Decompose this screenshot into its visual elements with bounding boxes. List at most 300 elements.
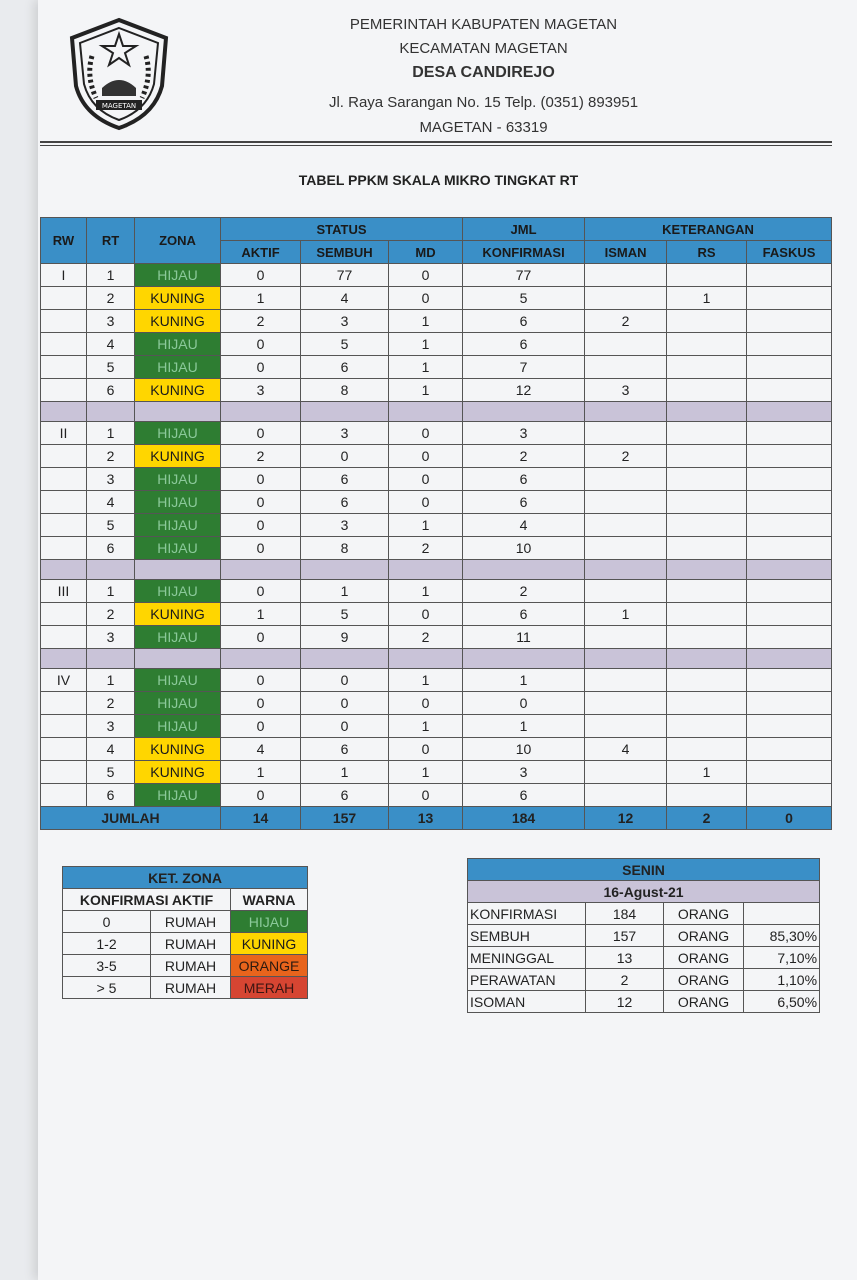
table-row: [41, 379, 832, 402]
summary-label: MENINGGAL: [468, 947, 586, 969]
col-status: STATUS: [221, 218, 463, 241]
header-line-1: PEMERINTAH KABUPATEN MAGETAN: [349, 16, 618, 33]
total-label: JUMLAH: [41, 807, 221, 830]
jml-cell: 5: [463, 287, 585, 310]
isman-cell: [585, 287, 667, 310]
isman-cell: [585, 715, 667, 738]
table-row: [41, 422, 832, 445]
col-keterangan: KETERANGAN: [585, 218, 832, 241]
jml-cell: 1: [463, 715, 585, 738]
sembuh-cell: 0: [301, 445, 389, 468]
faskus-cell: [747, 626, 832, 649]
table-row: [41, 468, 832, 491]
rw-cell-empty: [41, 784, 87, 807]
isman-cell: [585, 514, 667, 537]
faskus-cell: [747, 422, 832, 445]
isman-cell: [585, 356, 667, 379]
faskus-cell: [747, 491, 832, 514]
rw-cell-empty: [41, 287, 87, 310]
rw-cell: III: [41, 580, 87, 603]
table-row: [41, 514, 832, 537]
rs-cell: [667, 468, 747, 491]
legend-range: > 5: [63, 977, 151, 999]
total-isman: 12: [585, 807, 667, 830]
legend-unit: RUMAH: [151, 977, 231, 999]
isman-cell: [585, 784, 667, 807]
col-rs: RS: [667, 241, 747, 264]
col-jml-top: JML: [463, 218, 585, 241]
md-cell: 0: [389, 784, 463, 807]
sembuh-cell: 6: [301, 784, 389, 807]
svg-text:MAGETAN: MAGETAN: [101, 102, 137, 110]
total-aktif: 14: [221, 807, 301, 830]
rs-cell: [667, 669, 747, 692]
sembuh-cell: 8: [301, 537, 389, 560]
legend-unit: RUMAH: [151, 911, 231, 933]
legend-range: 1-2: [63, 933, 151, 955]
faskus-cell: [747, 264, 832, 287]
aktif-cell: 1: [221, 603, 301, 626]
sembuh-cell: 5: [301, 333, 389, 356]
rt-cell: 5: [87, 356, 135, 379]
table-row: [41, 264, 832, 287]
total-sembuh: 157: [301, 807, 389, 830]
summary-row: [468, 947, 820, 969]
faskus-cell: [747, 738, 832, 761]
rt-cell: 6: [87, 379, 135, 402]
legend-row: [63, 933, 308, 955]
summary-value: 184: [586, 903, 664, 925]
jml-cell: 6: [463, 491, 585, 514]
sembuh-cell: 6: [301, 468, 389, 491]
faskus-cell: [747, 514, 832, 537]
summary-label: SEMBUH: [468, 925, 586, 947]
jml-cell: 3: [463, 422, 585, 445]
summary-row: [468, 925, 820, 947]
rs-cell: [667, 738, 747, 761]
md-cell: 1: [389, 310, 463, 333]
sembuh-cell: 3: [301, 310, 389, 333]
faskus-cell: [747, 603, 832, 626]
rw-cell-empty: [41, 356, 87, 379]
zona-badge: HIJAU: [135, 784, 221, 807]
summary-row: [468, 969, 820, 991]
isman-cell: [585, 468, 667, 491]
rs-cell: [667, 379, 747, 402]
md-cell: 2: [389, 626, 463, 649]
aktif-cell: 0: [221, 514, 301, 537]
col-md: MD: [389, 241, 463, 264]
rw-cell-empty: [41, 761, 87, 784]
header-village-name: DESA CANDIREJO: [412, 64, 555, 81]
rs-cell: 1: [667, 761, 747, 784]
table-row: [41, 626, 832, 649]
jml-cell: 6: [463, 784, 585, 807]
total-jml: 184: [463, 807, 585, 830]
rw-cell-empty: [41, 310, 87, 333]
legend-color-swatch: MERAH: [231, 977, 308, 999]
isman-cell: [585, 422, 667, 445]
summary-body: [468, 903, 820, 1013]
legend-row: [63, 977, 308, 999]
jml-cell: 6: [463, 468, 585, 491]
sembuh-cell: 0: [301, 669, 389, 692]
md-cell: 0: [389, 264, 463, 287]
rt-cell: 3: [87, 715, 135, 738]
zona-badge: KUNING: [135, 738, 221, 761]
zona-badge: KUNING: [135, 603, 221, 626]
aktif-cell: 0: [221, 264, 301, 287]
summary-row: [468, 991, 820, 1013]
sembuh-cell: 1: [301, 761, 389, 784]
rt-cell: 2: [87, 692, 135, 715]
rt-cell: 6: [87, 537, 135, 560]
rw-cell-empty: [41, 468, 87, 491]
sembuh-cell: 0: [301, 715, 389, 738]
sembuh-cell: 4: [301, 287, 389, 310]
rw-cell-empty: [41, 537, 87, 560]
rs-cell: [667, 626, 747, 649]
sembuh-cell: 3: [301, 514, 389, 537]
rs-cell: [667, 333, 747, 356]
rw-cell-empty: [41, 445, 87, 468]
aktif-cell: 0: [221, 784, 301, 807]
rt-cell: 4: [87, 738, 135, 761]
jml-cell: 0: [463, 692, 585, 715]
zone-legend-table: [62, 866, 308, 999]
faskus-cell: [747, 310, 832, 333]
isman-cell: 4: [585, 738, 667, 761]
summary-date: 16-Agust-21: [468, 881, 820, 903]
table-row: [41, 669, 832, 692]
jml-cell: 77: [463, 264, 585, 287]
sembuh-cell: 6: [301, 491, 389, 514]
rw-cell-empty: [41, 626, 87, 649]
rs-cell: [667, 491, 747, 514]
rt-cell: 2: [87, 287, 135, 310]
aktif-cell: 0: [221, 580, 301, 603]
jml-cell: 6: [463, 310, 585, 333]
md-cell: 0: [389, 468, 463, 491]
table-row: [41, 333, 832, 356]
isman-cell: [585, 626, 667, 649]
rt-cell: 3: [87, 310, 135, 333]
faskus-cell: [747, 445, 832, 468]
md-cell: 0: [389, 603, 463, 626]
summary-value: 12: [586, 991, 664, 1013]
summary-percent: 85,30%: [744, 925, 820, 947]
rw-cell: IV: [41, 669, 87, 692]
rw-cell-empty: [41, 491, 87, 514]
legend-col-warna: WARNA: [231, 889, 308, 911]
aktif-cell: 0: [221, 626, 301, 649]
col-faskus: FASKUS: [747, 241, 832, 264]
md-cell: 1: [389, 356, 463, 379]
sembuh-cell: 9: [301, 626, 389, 649]
aktif-cell: 0: [221, 715, 301, 738]
zona-badge: HIJAU: [135, 264, 221, 287]
table-row: [41, 491, 832, 514]
table-row: [41, 287, 832, 310]
table-row: [41, 356, 832, 379]
md-cell: 1: [389, 514, 463, 537]
rt-cell: 1: [87, 264, 135, 287]
isman-cell: [585, 669, 667, 692]
summary-unit: ORANG: [664, 947, 744, 969]
jml-cell: 10: [463, 537, 585, 560]
isman-cell: [585, 537, 667, 560]
col-rt: RT: [87, 218, 135, 264]
rt-cell: 4: [87, 491, 135, 514]
rt-cell: 5: [87, 761, 135, 784]
faskus-cell: [747, 537, 832, 560]
table-row: [41, 761, 832, 784]
rs-cell: [667, 537, 747, 560]
md-cell: 0: [389, 287, 463, 310]
legend-color-swatch: ORANGE: [231, 955, 308, 977]
table-row: [41, 310, 832, 333]
rs-cell: [667, 603, 747, 626]
summary-value: 157: [586, 925, 664, 947]
legend-unit: RUMAH: [151, 933, 231, 955]
summary-value: 2: [586, 969, 664, 991]
md-cell: 1: [389, 379, 463, 402]
zona-badge: KUNING: [135, 310, 221, 333]
table-row: [41, 738, 832, 761]
legend-unit: RUMAH: [151, 955, 231, 977]
rt-cell: 1: [87, 669, 135, 692]
table-row: [41, 603, 832, 626]
rs-cell: [667, 715, 747, 738]
rs-cell: [667, 580, 747, 603]
rt-cell: 3: [87, 626, 135, 649]
jml-cell: 2: [463, 580, 585, 603]
jml-cell: 11: [463, 626, 585, 649]
zona-badge: KUNING: [135, 287, 221, 310]
faskus-cell: [747, 580, 832, 603]
md-cell: 1: [389, 580, 463, 603]
zona-badge: HIJAU: [135, 356, 221, 379]
zona-badge: HIJAU: [135, 715, 221, 738]
faskus-cell: [747, 379, 832, 402]
rw-cell-empty: [41, 738, 87, 761]
rt-cell: 2: [87, 603, 135, 626]
col-sembuh: SEMBUH: [301, 241, 389, 264]
legend-range: 0: [63, 911, 151, 933]
zona-badge: KUNING: [135, 445, 221, 468]
summary-table: [467, 858, 820, 1013]
md-cell: 2: [389, 537, 463, 560]
aktif-cell: 0: [221, 669, 301, 692]
table-row: [41, 537, 832, 560]
sembuh-cell: 77: [301, 264, 389, 287]
aktif-cell: 2: [221, 445, 301, 468]
isman-cell: [585, 580, 667, 603]
summary-label: KONFIRMASI: [468, 903, 586, 925]
aktif-cell: 1: [221, 287, 301, 310]
aktif-cell: 3: [221, 379, 301, 402]
aktif-cell: 0: [221, 356, 301, 379]
jml-cell: 3: [463, 761, 585, 784]
isman-cell: 3: [585, 379, 667, 402]
faskus-cell: [747, 715, 832, 738]
summary-label: ISOMAN: [468, 991, 586, 1013]
jml-cell: 6: [463, 603, 585, 626]
faskus-cell: [747, 761, 832, 784]
total-faskus: 0: [747, 807, 832, 830]
header-divider-thin: [40, 145, 832, 146]
rt-cell: 1: [87, 580, 135, 603]
zona-badge: HIJAU: [135, 468, 221, 491]
rs-cell: [667, 264, 747, 287]
summary-percent: 1,10%: [744, 969, 820, 991]
table-row: [41, 580, 832, 603]
summary-value: 13: [586, 947, 664, 969]
faskus-cell: [747, 784, 832, 807]
isman-cell: [585, 333, 667, 356]
header-line-2: KECAMATAN MAGETAN: [399, 40, 568, 57]
ppkm-table: [40, 217, 832, 830]
jml-cell: 4: [463, 514, 585, 537]
zona-badge: HIJAU: [135, 626, 221, 649]
legend-color-swatch: HIJAU: [231, 911, 308, 933]
rt-cell: 6: [87, 784, 135, 807]
jml-cell: 7: [463, 356, 585, 379]
table-row: [41, 784, 832, 807]
total-rs: 2: [667, 807, 747, 830]
sembuh-cell: 0: [301, 692, 389, 715]
zona-badge: HIJAU: [135, 514, 221, 537]
table-row: [41, 692, 832, 715]
sembuh-cell: 6: [301, 356, 389, 379]
summary-percent: 6,50%: [744, 991, 820, 1013]
zona-badge: HIJAU: [135, 669, 221, 692]
md-cell: 0: [389, 422, 463, 445]
zona-badge: HIJAU: [135, 580, 221, 603]
rw-cell-empty: [41, 379, 87, 402]
isman-cell: [585, 692, 667, 715]
isman-cell: 1: [585, 603, 667, 626]
md-cell: 1: [389, 669, 463, 692]
summary-unit: ORANG: [664, 925, 744, 947]
rs-cell: [667, 310, 747, 333]
rs-cell: [667, 422, 747, 445]
rt-cell: 5: [87, 514, 135, 537]
rs-cell: [667, 692, 747, 715]
col-isman: ISMAN: [585, 241, 667, 264]
rw-cell: II: [41, 422, 87, 445]
aktif-cell: 0: [221, 468, 301, 491]
isman-cell: [585, 264, 667, 287]
summary-percent: 7,10%: [744, 947, 820, 969]
isman-cell: 2: [585, 310, 667, 333]
sembuh-cell: 5: [301, 603, 389, 626]
rs-cell: [667, 356, 747, 379]
total-row: [41, 807, 832, 830]
jml-cell: 2: [463, 445, 585, 468]
rs-cell: 1: [667, 287, 747, 310]
sembuh-cell: 6: [301, 738, 389, 761]
jml-cell: 6: [463, 333, 585, 356]
isman-cell: [585, 491, 667, 514]
aktif-cell: 0: [221, 333, 301, 356]
md-cell: 0: [389, 491, 463, 514]
rs-cell: [667, 514, 747, 537]
md-cell: 1: [389, 761, 463, 784]
rs-cell: [667, 784, 747, 807]
rs-cell: [667, 445, 747, 468]
col-zona: ZONA: [135, 218, 221, 264]
zona-badge: KUNING: [135, 379, 221, 402]
rt-cell: 4: [87, 333, 135, 356]
jml-cell: 1: [463, 669, 585, 692]
group-separator: [41, 649, 832, 669]
col-aktif: AKTIF: [221, 241, 301, 264]
legend-col-konfirmasi: KONFIRMASI AKTIF: [63, 889, 231, 911]
md-cell: 0: [389, 738, 463, 761]
zona-badge: HIJAU: [135, 422, 221, 445]
legend-title: KET. ZONA: [63, 867, 308, 889]
legend-color-swatch: KUNING: [231, 933, 308, 955]
aktif-cell: 2: [221, 310, 301, 333]
summary-row: [468, 903, 820, 925]
jml-cell: 12: [463, 379, 585, 402]
aktif-cell: 0: [221, 537, 301, 560]
rt-cell: 3: [87, 468, 135, 491]
zona-badge: HIJAU: [135, 692, 221, 715]
legend-body: [63, 911, 308, 999]
rw-cell-empty: [41, 692, 87, 715]
aktif-cell: 0: [221, 422, 301, 445]
zona-badge: HIJAU: [135, 333, 221, 356]
rw-cell-empty: [41, 514, 87, 537]
group-separator: [41, 402, 832, 422]
group-separator: [41, 560, 832, 580]
faskus-cell: [747, 692, 832, 715]
zona-badge: HIJAU: [135, 491, 221, 514]
faskus-cell: [747, 287, 832, 310]
aktif-cell: 0: [221, 692, 301, 715]
table-body: [41, 264, 832, 807]
header-divider: [40, 141, 832, 143]
aktif-cell: 1: [221, 761, 301, 784]
zona-badge: KUNING: [135, 761, 221, 784]
md-cell: 0: [389, 692, 463, 715]
summary-unit: ORANG: [664, 969, 744, 991]
col-jml-konfirmasi: KONFIRMASI: [463, 241, 585, 264]
faskus-cell: [747, 468, 832, 491]
table-row: [41, 715, 832, 738]
isman-cell: 2: [585, 445, 667, 468]
summary-unit: ORANG: [664, 903, 744, 925]
total-md: 13: [389, 807, 463, 830]
header-address: Jl. Raya Sarangan No. 15 Telp. (0351) 893951: [328, 94, 639, 111]
rw-cell-empty: [41, 603, 87, 626]
sembuh-cell: 1: [301, 580, 389, 603]
rw-cell: I: [41, 264, 87, 287]
sembuh-cell: 8: [301, 379, 389, 402]
header-city-postcode: MAGETAN - 63319: [419, 119, 548, 136]
col-rw: RW: [41, 218, 87, 264]
summary-percent: [744, 903, 820, 925]
md-cell: 1: [389, 333, 463, 356]
rt-cell: 2: [87, 445, 135, 468]
jml-cell: 10: [463, 738, 585, 761]
summary-label: PERAWATAN: [468, 969, 586, 991]
summary-unit: ORANG: [664, 991, 744, 1013]
legend-range: 3-5: [63, 955, 151, 977]
md-cell: 0: [389, 445, 463, 468]
